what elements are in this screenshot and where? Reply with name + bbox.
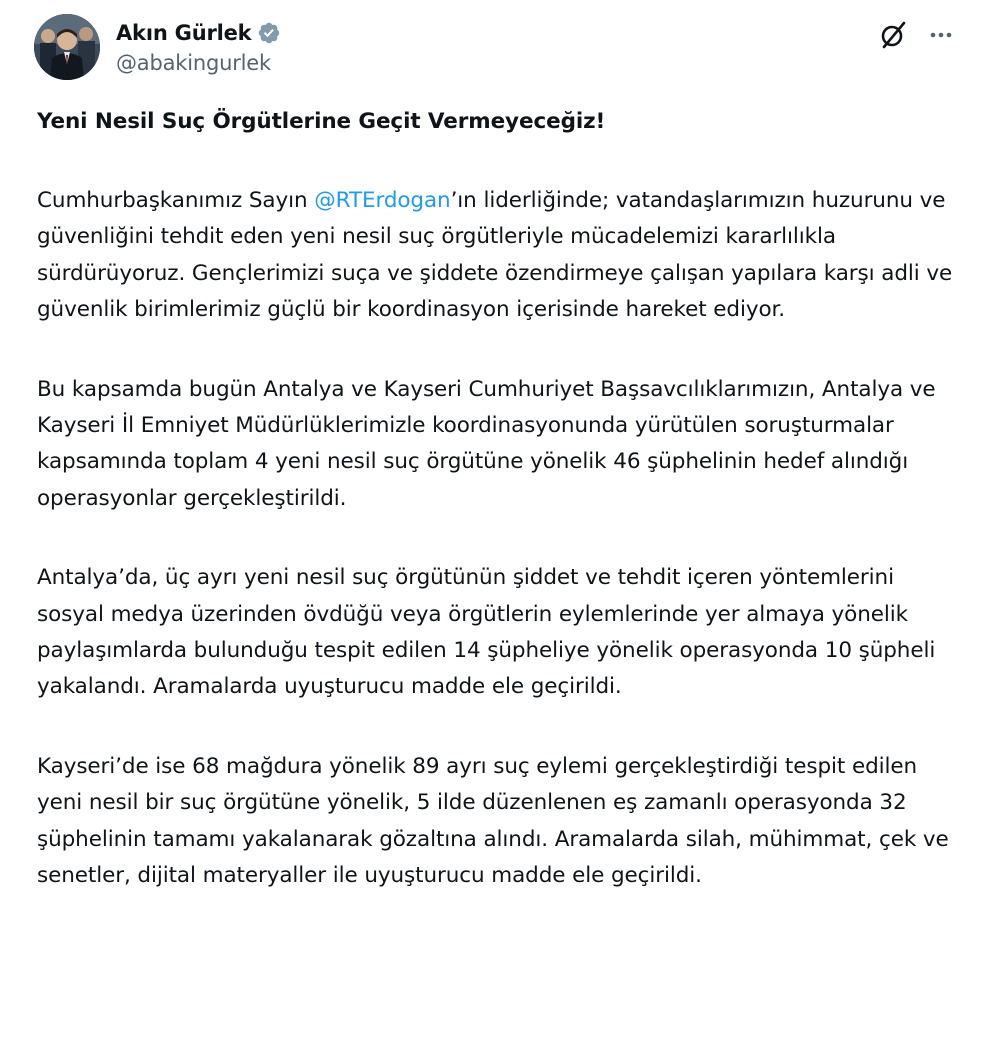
tweet-paragraph-4: Kayseri’de ise 68 mağdura yönelik 89 ayrı suç eylemi gerçekleştirdiği tespit edilen yeni nesil bir suç örgütüne yönelik, 5 ilde düzenlenen eş zamanlı operasyonda 32 şüphelinin tamamı yakalanarak gözaltına alındı. Aramalarda silah, mühimmat, çek ve senetler, dijital materyaller ile uyuşturucu madde ele geçirildi.	[37, 753, 949, 889]
handle[interactable]: @abakingurlek	[116, 51, 271, 75]
tweet-body	[37, 104, 967, 938]
display-name[interactable]: Akın Gürlek	[116, 21, 252, 45]
tweet-paragraph-1	[37, 183, 967, 329]
grok-icon[interactable]	[878, 20, 908, 50]
mention-link[interactable]: @RTErdogan	[314, 188, 451, 213]
more-options-icon[interactable]	[926, 20, 956, 50]
avatar[interactable]	[34, 14, 100, 80]
verified-badge-icon[interactable]	[257, 21, 281, 45]
paragraph-1-intro: Cumhurbaşkanımız Sayın	[37, 188, 315, 213]
profile-photo	[34, 14, 100, 80]
tweet-title: Yeni Nesil Suç Örgütlerine Geçit Vermeyeceğiz!	[37, 109, 606, 134]
tweet-actions	[878, 20, 956, 50]
tweet-paragraph-3: Antalya’da, üç ayrı yeni nesil suç örgütünün şiddet ve tehdit içeren yöntemlerini sosyal medya üzerinden övdüğü veya örgütlerin eylemlerinde yer almaya yönelik paylaşımlarda bulunduğu tespit edilen 14 şüpheliye yönelik operasyonda 10 şüpheli yakalandı. Aramalarda uyuşturucu madde ele geçirildi.	[37, 565, 936, 700]
tweet-header	[34, 14, 964, 84]
name-row	[116, 18, 281, 48]
author-info	[116, 18, 281, 75]
paragraph-1-rest: ’ın liderliğinde; vatandaşlarımızın huzurunu ve güvenliğini tehdit eden yeni nesil suç örgütleriyle mücadelemizi kararlılıkla sürdürüyoruz. Gençlerimizi suça ve şiddete özendirmeye çalışan yapılara karşı adli ve güvenlik birimlerimiz güçlü bir koordinasyon içerisinde hareket ediyor.	[37, 188, 953, 323]
tweet-paragraph-2: Bu kapsamda bugün Antalya ve Kayseri Cumhuriyet Başsavcılıklarımızın, Antalya ve Kayseri İl Emniyet Müdürlüklerimizle koordinasyonunda yürütülen soruşturmalar kapsamında toplam 4 yeni nesil suç örgütüne yönelik 46 şüphelinin hedef alındığı operasyonlar gerçekleştirildi.	[37, 376, 936, 511]
